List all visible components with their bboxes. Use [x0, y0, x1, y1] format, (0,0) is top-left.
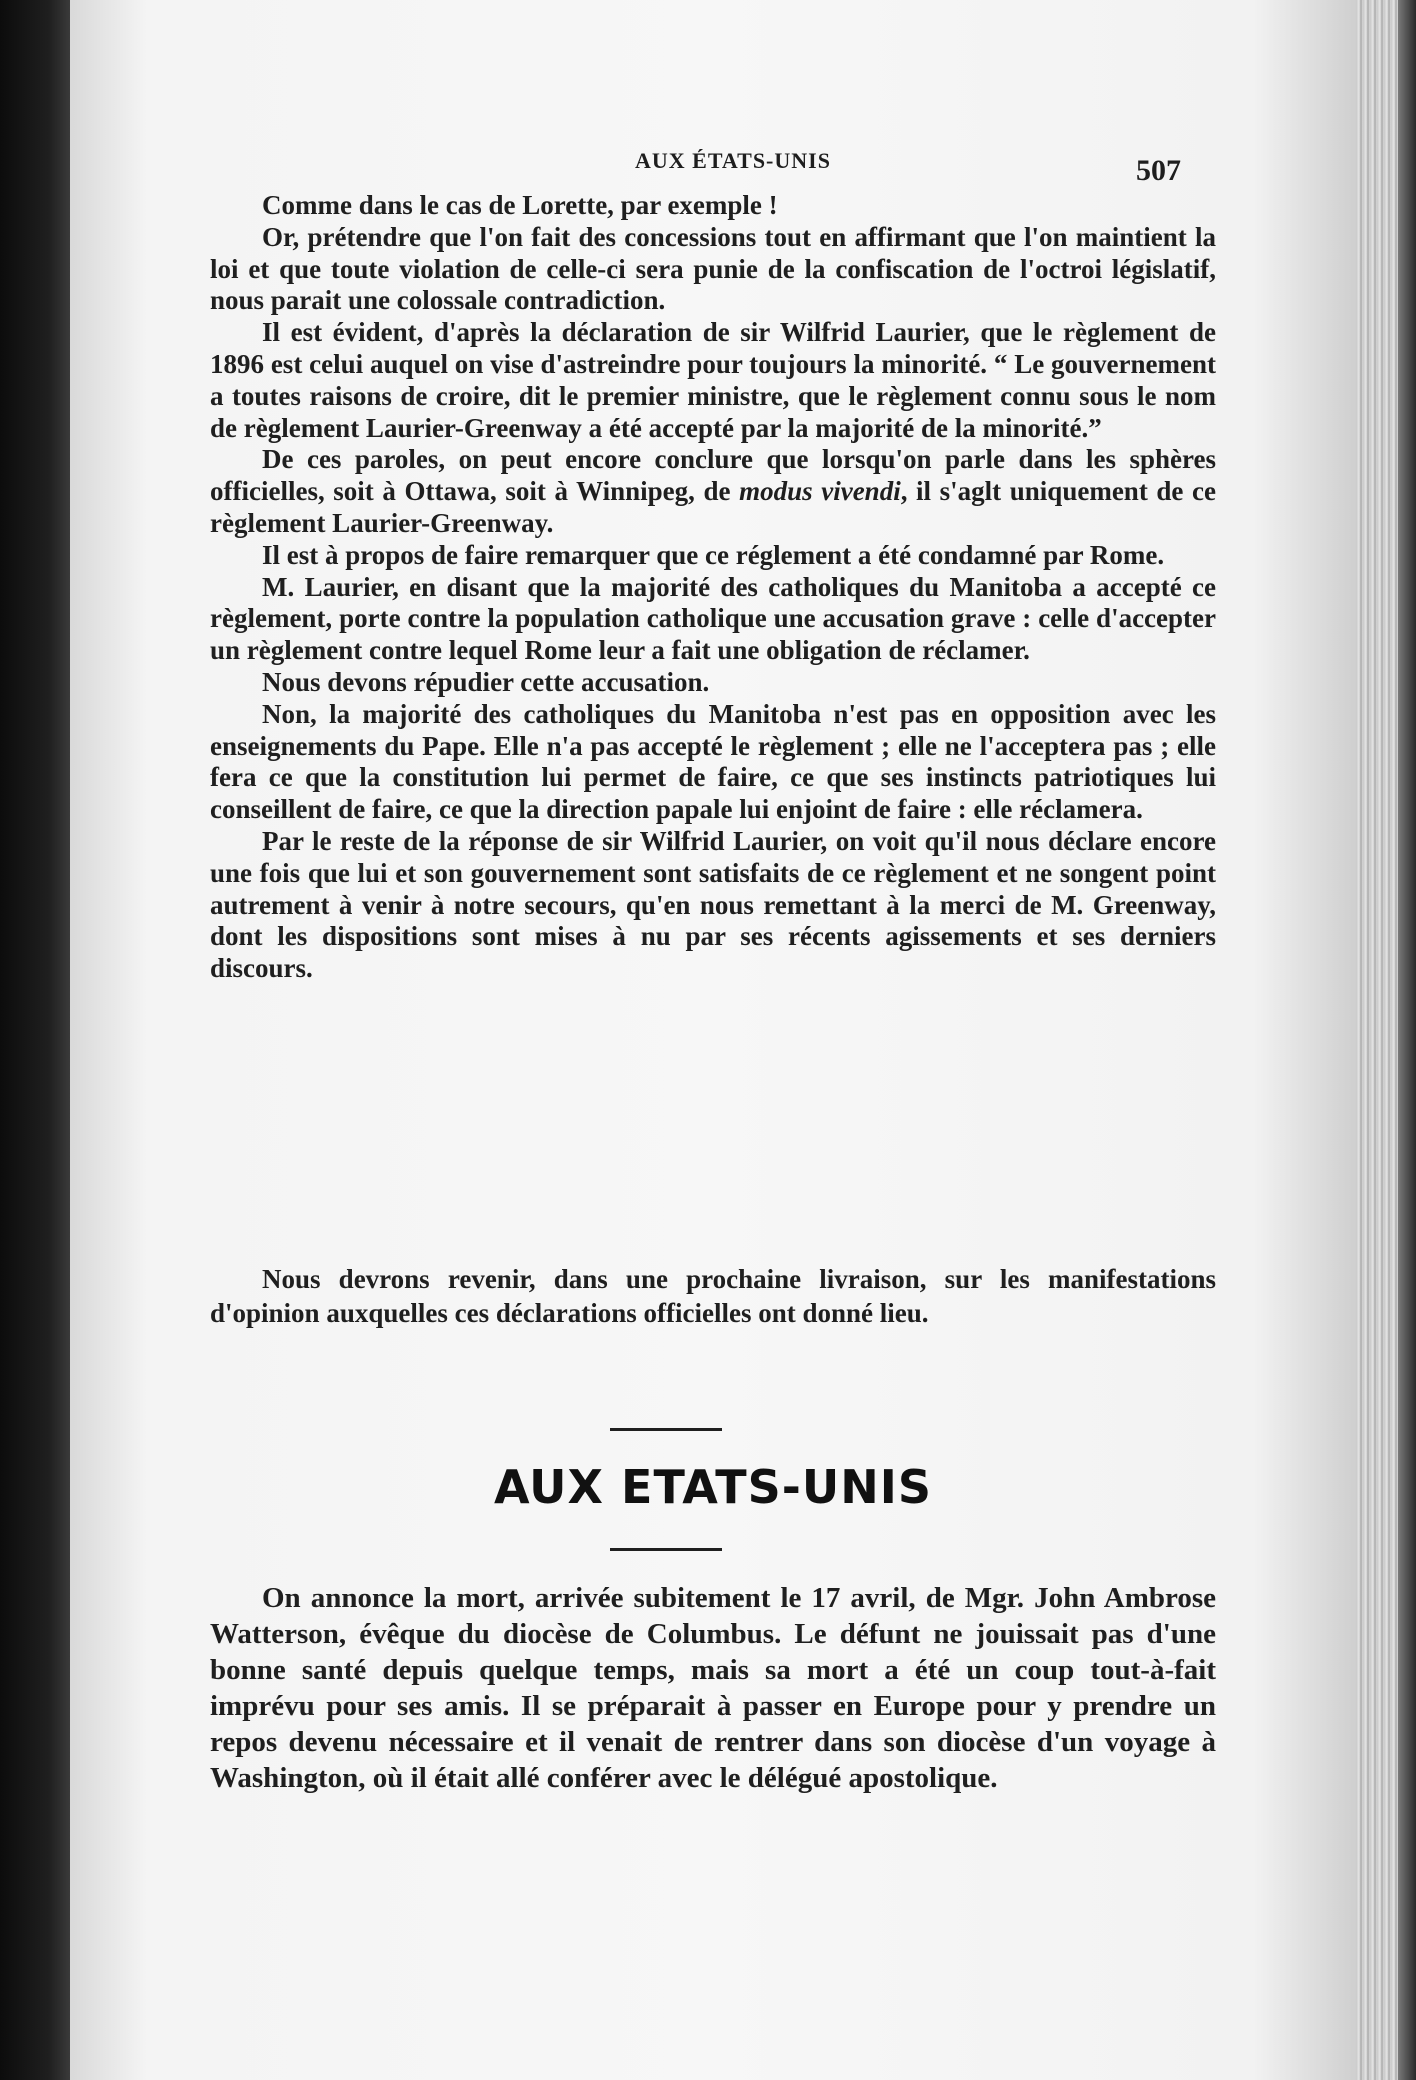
section-title: AUX ETATS-UNIS — [494, 1460, 932, 1514]
paragraph: On annonce la mort, arrivée subitement le 17 avril, de Mgr. John Ambrose Watterson, évêque du diocèse de Columbus. Le défunt ne jouissait pas d'une bonne santé depuis quelque temps, mais sa mort a été un coup tout-à-fait imprévu pour ses amis. Il se préparait à passer en Europe pour y prendre un repos devenu nécessaire et il venait de rentrer dans son diocèse d'un voyage à Washington, où il était allé conférer avec le délégué apostolique. — [210, 1582, 1216, 1794]
book-border-right — [1398, 0, 1416, 2080]
section-article — [210, 1580, 1216, 1796]
text-run: , il s'aglt uniquement de ce règlement Laurier-Greenway. — [210, 476, 1216, 538]
italic-phrase: modus vivendi — [739, 476, 901, 507]
paragraph: Comme dans le cas de Lorette, par exemple ! — [262, 190, 778, 220]
paragraph: Non, la majorité des catholiques du Manitoba n'est pas en opposition avec les enseignements du Pape. Elle n'a pas accepté le règlement ; elle ne l'acceptera pas ; elle fera ce que la constitution lui permet de faire, ce que ses instincts patriotiques lui conseillent de faire, ce que la direction papale lui enjoint de faire : elle réclamera. — [210, 698, 1216, 825]
paragraph: Par le reste de la réponse de sir Wilfrid Laurier, on voit qu'il nous déclare encore une fois que lui et son gouvernement sont satisfaits de ce règlement et ne songent point autrement à venir à notre secours, qu'en nous remettant à la merci de M. Greenway, dont les dispositions sont mises à nu par ses récents agissements et ses derniers discours. — [210, 825, 1216, 984]
paragraph: Or, prétendre que l'on fait des concessions tout en affirmant que l'on maintient la loi et que toute violation de celle-ci sera punie de la confiscation de l'octroi législatif, nous parait une colossale contradiction. — [210, 221, 1216, 316]
closing-paragraph: Nous devrons revenir, dans une prochaine livraison, sur les manifestations d'opinion auxquelles ces déclarations officielles ont donné lieu. — [210, 1264, 1216, 1328]
page-number: 507 — [1136, 154, 1181, 187]
paragraph: Nous devons répudier cette accusation. — [262, 666, 710, 697]
closing-paragraph-block — [210, 1262, 1216, 1330]
book-gutter-left — [0, 0, 70, 2080]
running-title: AUX ÉTATS-UNIS — [635, 148, 831, 173]
continued-article — [210, 190, 1216, 985]
paragraph: Il est évident, d'après la déclaration de sir Wilfrid Laurier, que le règlement de 1896 est celui auquel on vise d'astreindre pour toujours la minorité. “ Le gouvernement a toutes raisons de croire, dit le premier ministre, que le règlement connu sous le nom de règlement Laurier-Greenway a été accepté par la majorité de la minorité.” — [210, 317, 1216, 443]
paragraph-modus-vivendi — [210, 444, 1216, 539]
paragraph: Il est à propos de faire remarquer que ce réglement a été condamné par Rome. — [262, 539, 1165, 570]
book-page — [70, 0, 1356, 2080]
paragraph: M. Laurier, en disant que la majorité des catholiques du Manitoba a accepté ce règlement, porte contre la population catholique une accusation grave : celle d'accepter un règlement contre lequel Rome leur a fait une obligation de réclamer. — [210, 571, 1216, 666]
section-rule-bottom — [610, 1548, 722, 1551]
text-run: De ces paroles, on peut encore conclure que lorsqu'on parle dans les sphères officielles, soit à Ottawa, soit à Winnipeg, de — [210, 444, 1216, 507]
section-rule-top — [610, 1428, 722, 1431]
